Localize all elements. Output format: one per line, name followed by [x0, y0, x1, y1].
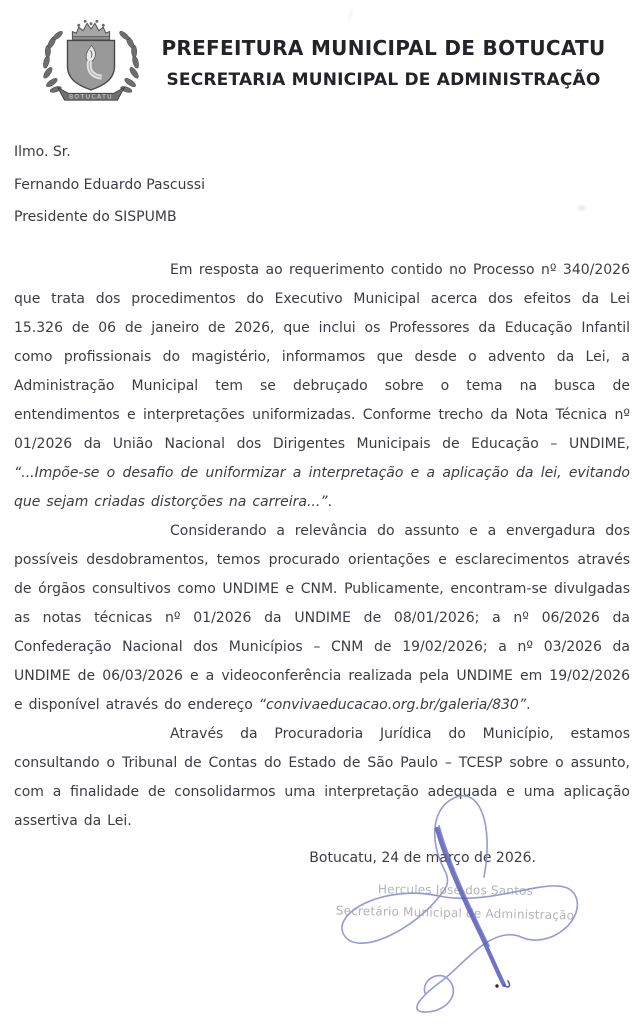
- crest-shield: [67, 40, 114, 89]
- recipient-salutation: Ilmo. Sr.: [14, 144, 71, 160]
- body-paragraph-2: [14, 517, 630, 720]
- recipient-name: Fernando Eduardo Pascussi: [14, 176, 205, 193]
- org-name-line1: PREFEITURA MUNICIPAL DE BOTUCATU: [161, 36, 606, 60]
- quoted-excerpt: “...Impõe-se o desafio de uniformizar a interpretação e a aplicação da lei, evitando que sejam criadas distorções na carreira...”: [14, 464, 630, 510]
- recipient-block: [14, 136, 629, 234]
- paragraph-text: Através da Procuradoria Jurídica do Município, estamos consultando o Tribunal de Contas do Estado de São Paulo – TCESP sobre o assunto, com a finalidade de consolidarmos uma interpretação adequada e uma aplicação assertiva da Lei.: [14, 725, 630, 829]
- scan-smudge: [577, 205, 586, 211]
- recipient-title: Presidente do SISPUMB: [14, 209, 177, 225]
- crest-banner-text: BOTUCATU: [69, 93, 113, 101]
- paragraph-text: Considerando a relevância do assunto e a envergadura dos possíveis desdobramentos, temos procurado orientações e esclarecimentos através de órgãos consultivos como UNDIME e CNM. Publicamente, encontram-se divulgadas as notas técnicas nº 01/2026 da UNDIME de 08/01/2026; a nº 06/2026 da Confederação Nacional dos Municípios – CNM de 19/02/2026; a nº 03/2026 da UNDIME de 06/03/2026 e a videoconferência realizada pela UNDIME em 19/02/2026 e disponível através do endereço: [14, 522, 630, 713]
- stamp-signer-name: Hercules José dos Santos: [377, 882, 534, 898]
- org-names: [158, 36, 609, 90]
- paragraph-text: .: [327, 493, 333, 510]
- signature-scribble-icon: [298, 779, 638, 1023]
- paragraph-text: .: [526, 696, 531, 713]
- stamp-signer-role: Secretário Municipal de Administração: [335, 903, 575, 923]
- quoted-url: “convivaeducacao.org.br/galeria/830”: [258, 696, 527, 713]
- crest-laurel-left: [42, 30, 64, 94]
- body-paragraph-1: [14, 256, 630, 517]
- dateline: Botucatu, 24 de março de 2026.: [309, 849, 536, 866]
- ink-dot: [495, 984, 498, 987]
- paragraph-text: Em resposta ao requerimento contido no Processo nº 340/2026 que trata dos procedimentos do Executivo Municipal acerca dos efeitos da Lei 15.326 de 06 de janeiro de 2026, que inclui os Professores da Educação Infantil como profissionais do magistério, informamos que desde o advento da Lei, a Administração Municipal tem se debruçado sobre o tema na busca de entendimentos e interpretações uniformizadas. Conforme trecho da Nota Técnica nº 01/2026 da União Nacional dos Dirigentes Municipais de Educação – UNDIME,: [14, 261, 630, 452]
- crest-laurel-right: [118, 30, 140, 94]
- crest-crown: [72, 20, 109, 40]
- botucatu-coat-of-arms-icon: [36, 12, 146, 110]
- letterhead: [0, 0, 639, 110]
- org-name-line2: SECRETARIA MUNICIPAL DE ADMINISTRAÇÃO: [166, 70, 601, 90]
